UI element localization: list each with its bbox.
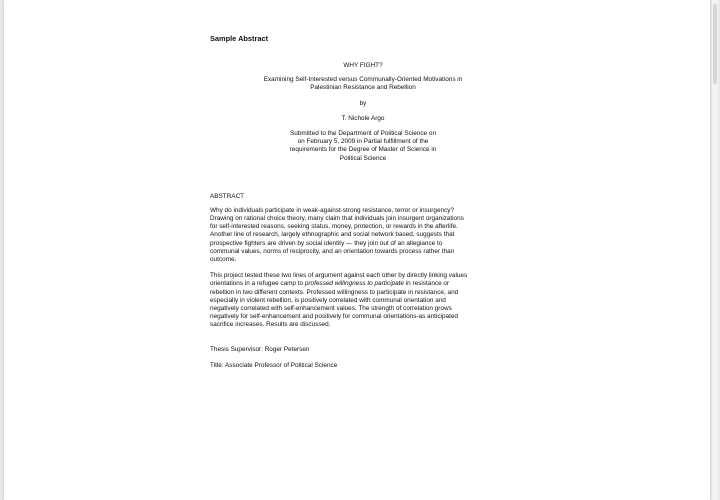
submission-line: requirements for the Degree of Master of Science in xyxy=(289,146,437,154)
paragraph-line: prospective fighters are driven by social identity — they join out of an allegiance to xyxy=(210,239,443,247)
paragraph-line: Why do individuals participate in weak-against-strong resistance, terror or insurgency? xyxy=(210,206,455,214)
paragraph-line: This project tested these two lines of argument against each other by directly linking values xyxy=(210,272,468,280)
submission-line: Submitted to the Department of Political Science on xyxy=(290,130,436,138)
abstract-paragraph-1 xyxy=(210,207,516,264)
paragraph-line: rebellion in two different contexts. Professed willingness to participate in resistance, and xyxy=(210,288,459,296)
submission-statement xyxy=(210,130,516,163)
by-label: by xyxy=(359,99,367,107)
thesis-supervisor: Thesis Supervisor: Roger Petersen xyxy=(210,345,310,353)
paragraph-line: negatively for self-enhancement and positively for communal orientations-as anticipated xyxy=(210,313,458,321)
author-name: T. Nichole Argo xyxy=(341,114,385,122)
document-page xyxy=(4,0,710,500)
page-content xyxy=(210,34,516,370)
subtitle-line: Examining Self-Interested versus Communally-Oriented Motivations in xyxy=(263,76,463,84)
vertical-scrollbar[interactable] xyxy=(712,0,718,500)
scrollbar-thumb[interactable] xyxy=(713,4,717,84)
supervisor-title: Title: Associate Professor of Political Science xyxy=(210,361,338,369)
thesis-subtitle xyxy=(210,76,516,92)
paragraph-line: sacrifice increases. Results are discussed. xyxy=(210,321,331,329)
paragraph-line: for self-interested reasons, seeking status, money, protection, or rewards in the afterlife. xyxy=(210,223,458,231)
paragraph-line: Another line of research, largely ethnographic and social network based, suggests that xyxy=(210,231,455,239)
paragraph-text: orientations in a refugee camp to xyxy=(210,280,305,288)
paragraph-line: outcome. xyxy=(210,256,237,264)
doc-label: Sample Abstract xyxy=(210,34,269,43)
paragraph-text: in resistance or xyxy=(403,280,450,288)
paragraph-line: Drawing on rational choice theory, many claim that individuals join insurgent organizations xyxy=(210,215,464,223)
thesis-title: WHY FIGHT? xyxy=(343,62,383,69)
abstract-heading: ABSTRACT xyxy=(210,192,245,200)
abstract-paragraph-2 xyxy=(210,272,516,329)
submission-line: on February 5, 2009 in Partial fulfillment of the xyxy=(297,138,429,146)
paragraph-line: especially in violent rebellion, is positively correlated with communal orientation and xyxy=(210,296,446,304)
subtitle-line: Palestinian Resistance and Rebellion xyxy=(310,84,416,92)
paragraph-line xyxy=(210,280,516,288)
emphasized-text: professed willingness to participate xyxy=(304,280,404,288)
paragraph-line: negatively correlated with self-enhancement values. The strength of correlation grows xyxy=(210,305,452,313)
submission-line: Political Science xyxy=(339,154,387,162)
paragraph-line: communal values, norms of reciprocity, and an orientation towards process rather than xyxy=(210,247,455,255)
